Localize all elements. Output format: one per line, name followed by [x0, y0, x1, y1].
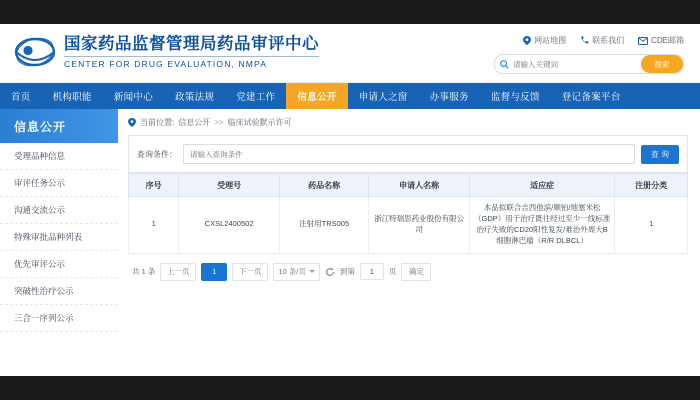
- site-title-en: CENTER FOR DRUG EVALUATION, NMPA: [64, 56, 319, 69]
- sidebar-item-three-in-one-sequence[interactable]: [0, 305, 118, 332]
- sidebar-item-label: 受理品种信息: [14, 151, 66, 161]
- col-applicant: 申请人名称: [369, 174, 470, 197]
- breadcrumb-item-1[interactable]: 信息公开: [178, 118, 211, 127]
- sidebar-title: 信息公开: [0, 109, 118, 143]
- col-drug-name: 药品名称: [279, 174, 368, 197]
- mail-icon: [638, 37, 648, 45]
- sidebar-item-special-approval-list[interactable]: [0, 224, 118, 251]
- cell-drug-name: 注射用TRS005: [279, 197, 368, 254]
- query-label: 查询条件：: [137, 149, 177, 159]
- breadcrumb-item-2[interactable]: 临床试验默示许可: [227, 118, 292, 127]
- nav-item-news[interactable]: 新闻中心: [113, 92, 154, 103]
- header-link-label: CDE邮箱: [651, 36, 684, 45]
- prev-page-button[interactable]: 上一页: [160, 263, 196, 281]
- header-link-label: 联系我们: [592, 36, 625, 45]
- chevron-down-icon: [309, 270, 315, 273]
- sidebar-item-label: 突破性治疗公示: [14, 286, 74, 296]
- nav-item-home[interactable]: 首页: [11, 92, 31, 103]
- page-root: [0, 24, 700, 376]
- content-area: [0, 109, 700, 376]
- sidebar-item-label: 特殊审批品种列表: [14, 232, 83, 242]
- site-title-cn: 国家药品监督管理局药品审评中心: [64, 34, 319, 53]
- search-icon: [495, 60, 513, 69]
- breadcrumb-prefix: 当前位置:: [140, 118, 175, 127]
- cell-indication: 本品拟联合吉西他滨/顺铂/地塞米松（GDP）用于治疗既往经过至少一线标准治疗失败的CD20阳性复发/难治外周大B细胞淋巴瘤（R/R DLBCL）: [469, 197, 614, 254]
- page-size-select[interactable]: [273, 263, 320, 281]
- page-number-1[interactable]: 1: [201, 263, 227, 281]
- col-register-class: 注册分类: [615, 174, 688, 197]
- site-search[interactable]: [494, 54, 684, 74]
- breadcrumb: [128, 117, 688, 135]
- cell-accept-no: CXSL2400502: [179, 197, 280, 254]
- main-nav: [0, 83, 700, 109]
- pagination: [128, 254, 688, 281]
- sidebar-item-communication[interactable]: [0, 197, 118, 224]
- sidebar-item-label: 三合一序列公示: [14, 313, 74, 323]
- nav-item-registration-platform[interactable]: 登记备案平台: [561, 92, 621, 103]
- col-index: 序号: [129, 174, 179, 197]
- sidebar-item-review-tasks[interactable]: [0, 170, 118, 197]
- nav-item-supervision[interactable]: 监督与反馈: [490, 92, 540, 103]
- location-pin-icon: [128, 118, 136, 127]
- site-logo[interactable]: [14, 32, 319, 72]
- header-link-mail[interactable]: [638, 35, 684, 46]
- sidebar-item-priority-review[interactable]: [0, 251, 118, 278]
- sidebar-item-breakthrough-therapy[interactable]: [0, 278, 118, 305]
- header-links: [523, 35, 684, 46]
- jump-confirm-button[interactable]: 确定: [401, 263, 431, 281]
- cell-index: 1: [129, 197, 179, 254]
- refresh-icon[interactable]: [325, 267, 335, 277]
- col-accept-no: 受理号: [179, 174, 280, 197]
- cell-register-class: 1: [615, 197, 688, 254]
- nav-item-functions[interactable]: 机构职能: [52, 92, 92, 103]
- sidebar-item-label: 审评任务公示: [14, 178, 66, 188]
- nav-item-applicant-window[interactable]: 申请人之窗: [358, 92, 408, 103]
- query-row: [129, 136, 687, 172]
- table-header-row: [129, 174, 688, 197]
- jump-prefix-label: 到第: [339, 267, 355, 276]
- header-link-sitemap[interactable]: [523, 35, 566, 46]
- query-input[interactable]: [183, 144, 635, 164]
- header-link-label: 网站地图: [534, 36, 567, 45]
- breadcrumb-separator: >>: [214, 118, 224, 127]
- jump-page-input[interactable]: [360, 263, 384, 280]
- sidebar: [0, 109, 118, 376]
- total-count-label: 共 1 条: [132, 267, 156, 276]
- nav-item-information-disclosure[interactable]: 信息公开: [286, 83, 347, 109]
- sidebar-item-label: 优先审评公示: [14, 259, 66, 269]
- table-row[interactable]: [129, 197, 688, 254]
- nav-item-services[interactable]: 办事服务: [429, 92, 469, 103]
- query-panel: [128, 135, 688, 173]
- phone-icon: [580, 36, 589, 45]
- page-size-label: 10 条/页: [278, 267, 306, 276]
- nav-item-party[interactable]: 党建工作: [236, 92, 276, 103]
- col-indication: 适应症: [469, 174, 614, 197]
- next-page-button[interactable]: 下一页: [232, 263, 268, 281]
- search-button[interactable]: 搜索: [641, 55, 683, 73]
- nav-item-policy[interactable]: 政策法规: [175, 92, 215, 103]
- site-header: [0, 24, 700, 83]
- query-submit-button[interactable]: 查 询: [641, 145, 679, 164]
- sidebar-item-label: 沟通交流公示: [14, 205, 66, 215]
- jump-suffix-label: 页: [388, 267, 397, 276]
- cell-applicant: 浙江特瑞思药业股份有限公司: [369, 197, 470, 254]
- results-table: [128, 173, 688, 254]
- location-icon: [523, 36, 531, 45]
- sidebar-item-accepted-varieties[interactable]: [0, 143, 118, 170]
- nmpa-emblem-icon: [14, 32, 58, 72]
- header-link-contact[interactable]: [580, 35, 624, 46]
- main-panel: [118, 109, 700, 376]
- search-input[interactable]: [513, 60, 641, 69]
